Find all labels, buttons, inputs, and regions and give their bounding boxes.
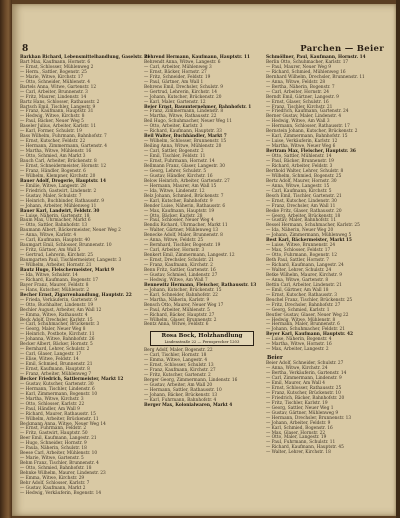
directory-entry: — Richard, Kaufmann, Hauptstr. 33 xyxy=(144,129,222,135)
directory-entry: — Johann, Zimmermann, Mühlenweg 5 xyxy=(266,233,352,239)
directory-entry: Beese Carl, Arbeiter, Mühlenstr. 10 xyxy=(20,451,98,457)
directory-entry: — Ida, Witwe, Schulstr. 14 xyxy=(20,272,78,278)
directory-entry: — Martha, Witwe, Mühlenstr. 16 xyxy=(20,149,92,155)
directory-entry: — Ernst, Schlosser, Schulstr. 13 xyxy=(144,363,214,369)
column-1 xyxy=(20,55,151,497)
directory-entry: — Anna, Witwe, Kirchstr. 24 xyxy=(266,366,328,372)
directory-entry: — Emil, Maurer, Am Wall 4 xyxy=(266,381,325,386)
directory-entry: Baumgart Emil, Schlosser, Brunnenstr. 10 xyxy=(20,243,112,249)
directory-entry: Bensch Otto, Maurer, Neuer Weg 17 xyxy=(144,302,224,308)
directory-entry: — Paul, Schlosser, Neuer Weg 4 xyxy=(144,218,214,224)
directory-entry: Beiling Anna, Witwe, Mühlenstr. 20 xyxy=(144,144,222,150)
directory-entry: — Hermann, Sattler, Rathausstr. 10 xyxy=(144,387,222,393)
directory-entry: Bautz Hugo, Fleischermeister, Markt 9 xyxy=(20,267,114,273)
advertisement-title: Rosa Bock, Holzhandlung xyxy=(161,333,243,340)
directory-entry: Berthold Walter, Lehrer, Schulstr. 8 xyxy=(266,168,344,174)
directory-entry: Betke Wilhelm, Maurer, Kirchstr. 9 xyxy=(266,272,342,278)
directory-entry: — Paul, Fuhrmann, Schulstr. 11 xyxy=(266,440,336,446)
section-heading: Beier xyxy=(267,355,283,362)
directory-entry: — Hans, Kutscher, Mühlenstr. 2 xyxy=(20,287,90,293)
directory-entry: — Bernhard, Lehrer, Schulstr. 2 xyxy=(20,347,90,353)
directory-entry: — Max, Arbeiter, Langestr. 2 xyxy=(266,347,329,353)
directory-entry: — Bertha, Näherin, Bogenstr. 7 xyxy=(266,84,335,90)
directory-entry: Berndt Emil, Gärtner, Langestr. 9 xyxy=(266,94,339,100)
directory-entry: — Karl, Zimmermann, Bogenstr. 10 xyxy=(20,391,98,397)
directory-entry: Beil Hugo, Schuhmacher, Neuer Weg 11 xyxy=(144,119,232,125)
directory-entry: — Richard, Kaufmann, Hauptstr. 45 xyxy=(266,445,344,451)
directory-entry: — Martha, Witwe, Kirchstr. 3 xyxy=(20,396,84,402)
directory-entry: Bettin Carl, Arbeiter, Lindenstr. 21 xyxy=(266,282,342,288)
directory-entry: — Richard, Schmied, Mühlenweg 16 xyxy=(266,69,346,75)
directory-entry: Beske Fritz, Glaser, Rathausstr. 20 xyxy=(266,208,342,214)
directory-entry: — Anna, Witwe, Feldstr. 25 xyxy=(144,238,204,244)
directory-entry: — Paul, Maurer, Neuer Weg 9 xyxy=(266,64,331,70)
directory-entry: — Anna, Witwe, Gartenstr. 8 xyxy=(266,277,329,283)
directory-entry: Beier Adolf, Schneider, Schulstr. 27 xyxy=(266,361,344,367)
directory-entry: — Otto, Schneider, Mühlenstr. 4 xyxy=(20,79,90,85)
directory-entry: — Hugo, Schneider, Hornstr. 9 xyxy=(20,441,87,447)
directory-entry: — Wilhelm, Schmied, Bogenstr. 25 xyxy=(266,173,342,179)
directory-entry: — Ernst, Glaser, Schulstr. 16 xyxy=(266,99,329,105)
directory-entry: Bertram Max, Fleischer, Hauptstr. 36 xyxy=(266,149,356,155)
column-3 xyxy=(266,56,384,456)
directory-entry: Beck Adolf, Drechsler, Karlstr. 15 xyxy=(20,317,93,323)
directory-entry: Besch Emil, Tischler, Gartenstr. 21 xyxy=(266,193,342,199)
directory-entry: — Paul, Arbeiter, Mühlenstr. 5 xyxy=(144,307,210,313)
directory-entry: — Max, Glaser, Hornstr. 22 xyxy=(266,430,326,436)
directory-entry: Bentz Anna, Witwe, Feldstr. 6 xyxy=(144,322,209,328)
directory-entry: — Paul, Händler, Am Wall 9 xyxy=(20,406,80,412)
directory-entry: — Johann, Kutscher, Brückenstr. 15 xyxy=(144,287,222,293)
directory-entry: Behrend Hermann, Kaufmann, Hauptstr. 11 xyxy=(144,55,251,60)
directory-entry: — Gustav, Gärtner, Mühlenweg 9 xyxy=(266,410,339,416)
directory-entry: — Ernst, Fuhrmann, Hornstr. 14 xyxy=(144,159,215,165)
directory-entry: — Johann, Arbeiter, Feldstr. 9 xyxy=(266,420,331,426)
directory-entry: — Ernst, Fuhrmann, Feldstr. 2 xyxy=(20,426,87,432)
directory-entry: — Otto, Fuhrmann, Bogenstr. 12 xyxy=(266,253,337,259)
directory-entry: — Max, Kaufmann, Hauptstr. 19 xyxy=(144,208,215,214)
directory-entry: — Georg, Schmied, Karlstr. 1 xyxy=(266,307,330,313)
directory-entry: — Hermann, Maurer, Am Wall 15 xyxy=(144,183,217,189)
directory-entry: — Johann, Arbeiter, Mühlenweg 11 xyxy=(20,203,97,209)
directory-entry: — Otto, Bäcker, Karlstr. 28 xyxy=(144,213,203,219)
directory-entry: Bellmann Franz, Glaser, Langestr. 30 xyxy=(144,163,225,169)
directory-entry: Belz Johann, Schmied, Brückenstr. 7 xyxy=(144,193,224,199)
directory-entry: Schmöllner, Paul, Kaufmann, Hornstr. 14 xyxy=(266,55,366,60)
directory-entry: — Gustav, Schmied, Lindenstr. 27 xyxy=(144,272,218,278)
directory-entry: — Fritz, Schneider, Feldstr. 19 xyxy=(144,74,211,80)
directory-entry: — Karl, Zimmermann, Bahnhofstr. 15 xyxy=(266,134,348,140)
directory-entry: — Otto, Buchhalter, Lindenstr. 19 xyxy=(20,302,94,308)
directory-entry: — Karl, Schneider, Bahnhofstr. 22 xyxy=(144,292,218,298)
directory-entry: — Wilhelm, Arbeiter, Brückenstr. 11 xyxy=(20,416,99,422)
directory-entry: — Friedrich, Gastwirt, Lindenstr. 2 xyxy=(20,188,97,194)
directory-entry: — Ernst, Bäcker, Hornstr. 27 xyxy=(144,69,207,75)
directory-entry: — Luise, Näherin, Bogenstr. 4 xyxy=(266,337,332,343)
directory-entry: — Paula, Näherin, Schulstr. 18 xyxy=(20,446,87,452)
directory-entry: — Walter, Gärtner, Mühlenweg 13 xyxy=(144,228,219,234)
directory-entry: Bartels Anna, Witwe, Gartenstr. 12 xyxy=(20,84,97,90)
directory-entry: Becker Albert, Bäcker, Hornstr. 5 xyxy=(20,342,93,348)
advertisement-line: Lindenstraße 22 — Fernsprecher 1203 xyxy=(164,338,240,344)
directory-entry: — Bernhard, Tischler, Bogenstr. 19 xyxy=(144,243,221,249)
directory-entry: — Fritz, Tischler, Karlstr. 19 xyxy=(266,400,328,406)
directory-entry: — Carl, Kaufmann, Hauptstr. 40 xyxy=(20,238,90,244)
directory-entry: — Gertrud, Lehrerin, Kirchstr. 25 xyxy=(20,253,93,259)
directory-entry: — Wilhelm, Klempner, Kirchstr. 20 xyxy=(20,173,96,179)
directory-entry: — Anna, Witwe, Langestr. 15 xyxy=(266,183,330,189)
directory-entry: — Otto, Schmied, Bahnhofstr. 18 xyxy=(20,466,92,472)
directory-entry: — Max, Schlosser, Feldstr. 17 xyxy=(266,248,331,254)
directory-entry: — Martha, Witwe, Hornstr. 16 xyxy=(266,342,332,348)
directory-entry: Beth Paul, Sattler, Hornstr. 7 xyxy=(266,258,330,264)
directory-entry: — Ernst, Drechsler, Schulstr. 21 xyxy=(144,258,214,264)
directory-entry: — Walter, Lehrer, Kirchstr. 18 xyxy=(266,450,331,456)
directory-entry: — Martha, Witwe, Rathausstr. 22 xyxy=(144,114,217,120)
directory-entry: — Carl, Kaufmann, Kirchstr. 5 xyxy=(266,188,332,194)
directory-entry: — Ida, Näherin, Neuer Weg 20 xyxy=(266,228,334,234)
directory-entry: — Hermann, Maler, Brunnenstr. 6 xyxy=(266,322,340,328)
directory-entry: Beer Emil, Kaufmann, Langestr. 21 xyxy=(20,436,97,442)
directory-entry: Bartz Hans, Schlosser, Rathausstr. 2 xyxy=(20,99,100,105)
directory-entry: — Hermann, Tischler, Lindenstr. 6 xyxy=(20,386,95,392)
directory-entry: — Hedwig, Verkäuferin, Bogenstr. 14 xyxy=(20,490,102,496)
directory-entry: — Friedrich, Kaufmann, Gartenstr. 24 xyxy=(266,109,349,115)
directory-entry: Barkhan Richard, Lebensmittelhandlung, Gaselstr. 21 xyxy=(20,55,151,60)
directory-entry: — Otto, Sattler, Mühlenstr. 14 xyxy=(266,154,332,160)
directory-entry: — Georg, Arbeiter, Brückenstr. 18 xyxy=(266,213,341,219)
directory-entry: Bauer Karl, Landwirt, Feldstr. 30 xyxy=(20,208,100,214)
directory-entry: — Georg, Sattler, Neuer Weg 1 xyxy=(266,405,334,411)
directory-entry: — Heinrich, Postbote, Kirchstr. 11 xyxy=(20,332,95,338)
directory-entry: Behr Adolf, Schlosser, Karlstr. 7 xyxy=(20,480,90,486)
directory-entry: — Paul, Bäcker, Neuer Weg 5 xyxy=(20,119,84,125)
directory-entry: — Emma, Witwe, Rathausstr. 4 xyxy=(20,312,88,318)
directory-entry: Berg Adolf, Maler, Bogenstr. 22 xyxy=(144,348,213,354)
directory-entry: — Paul, Gärtner, Am Wall 1 xyxy=(144,79,204,85)
directory-entry: — Walter, Lehrer, Schulstr. 24 xyxy=(266,267,332,273)
directory-entry: Berger Georg, Zimmermann, Lindenstr. 16 xyxy=(144,377,238,383)
directory-entry: — Marie, Witwe, Gartenstr. 5 xyxy=(20,456,84,462)
directory-entry: Bass Wilhelm, Fuhrmann, Bahnhofstr. 7 xyxy=(20,134,107,140)
directory-entry: — Herm., Sattler, Bogenstr. 25 xyxy=(20,69,87,75)
directory-entry: — Hedwig, Witwe, Am Wall 3 xyxy=(266,119,330,125)
directory-entry: Benkert Emil, Zimmermann, Langestr. 12 xyxy=(144,253,235,259)
directory-entry: — Richard, Kaufmann, Bogenstr. 17 xyxy=(20,277,99,283)
directory-entry: — Gustav, Kaufmann, Markt 2 xyxy=(20,485,86,491)
directory-entry: — Johann, Kutscher, Brückenstr. 20 xyxy=(144,94,222,100)
directory-entry: — Richard, Bäcker, Hauptstr. 27 xyxy=(144,312,215,318)
directory-entry: — Friedrich, Bäcker, Bahnhofstr. 20 xyxy=(266,395,345,401)
directory-entry: — Emma, Witwe, Langestr. 4 xyxy=(144,358,208,364)
directory-entry: — Carl, Glaser, Langestr. 17 xyxy=(20,352,82,358)
directory-entry: — Otto, Schlosser, Karlstr. 22 xyxy=(20,401,85,407)
directory-entry: Bernhard Wilhelm, Drechsler, Brunnenstr. 11 xyxy=(266,74,365,80)
directory-entry: — Heinrich, Buchbinder, Rathausstr. 9 xyxy=(20,198,104,204)
directory-entry: — Otto, Schmied, Am Markt 3 xyxy=(20,154,86,160)
directory-entry: — Georg, Maler, Neuer Weg 8 xyxy=(20,327,86,333)
directory-entry: — Johann, Schuhmacher, Feldstr. 21 xyxy=(266,327,346,333)
directory-entry: — Otto, Sattler, Bahnhofstr. 13 xyxy=(20,223,88,229)
directory-entry: — Johanna, Witwe, Bahnhofstr. 26 xyxy=(20,337,95,343)
directory-entry: — Franz, Tischler, Kirchstr. 21 xyxy=(266,104,333,110)
directory-entry: — Ernst, Kutscher, Feldstr. 22 xyxy=(20,139,86,145)
directory-entry: — Ernst, Kaufmann, Hauptstr. 8 xyxy=(20,367,90,373)
directory-entry: — Gustav, Maler, Schulstr. 7 xyxy=(20,193,82,199)
running-head: Parchen — Beier xyxy=(300,44,384,54)
directory-entry: — Fritz, Kutscher, Gartenstr. 2 xyxy=(144,373,211,378)
directory-entry: Beil Walter, Buchhändler, Markt 7 xyxy=(144,134,227,140)
directory-entry: Bessel Hermann, Schuhmacher, Karlstr. 25 xyxy=(266,223,360,229)
directory-entry: — Ernst, Kutscher, Lindenstr. 30 xyxy=(266,198,337,204)
directory-entry: — Richard, Arbeiter, Feldstr. 3 xyxy=(266,163,333,169)
directory-entry: Benecke Adolf, Maler, Brunnenstr. 8 xyxy=(144,233,223,239)
directory-entry: — Johann, Bäcker, Brückenstr. 13 xyxy=(144,392,218,398)
directory-entry: Becher Ernst, Zigarrenhandlung, Hauptstr. 22 xyxy=(20,292,132,298)
directory-entry: Beier Ernst, Bauunternehmer, Bahnhofstr. 1 xyxy=(144,104,252,110)
directory-entry: Bayer Franz, Maurer, Feldstr. 8 xyxy=(20,282,89,288)
directory-page xyxy=(12,4,396,516)
directory-entry: Baum Max, Uhrmacher, Markt 6 xyxy=(20,218,91,224)
directory-entry: — Gustav, Maler, Bahnhofstr. 11 xyxy=(266,218,337,224)
directory-entry: Berner Gustav, Maler, Lindenstr. 4 xyxy=(266,114,342,120)
directory-entry: — Karl, Former, Schulstr. 19 xyxy=(20,129,82,135)
directory-entry: — Hermann, Schlosser, Rathausstr. 17 xyxy=(266,124,350,130)
directory-entry: — Martha, Witwe, Neuer Weg 6 xyxy=(266,144,336,150)
directory-entry: — Gustav, Kutscher, Gartenstr. 30 xyxy=(20,381,94,387)
directory-entry: — Wilhelm, Glaser, Brunnenstr. 2 xyxy=(144,317,217,323)
directory-entry: Beyer Karl, Kaufmann, Hauptstr. 42 xyxy=(266,332,354,338)
directory-entry: Bennewitz Hermann, Fleischer, Rathausstr. 13 xyxy=(144,282,257,288)
directory-entry: — Franz, Arbeiter, Mühlenweg 7 xyxy=(20,372,92,377)
directory-entry: Baumgarten Paul, Tischlermeister, Langestr. 3 xyxy=(20,258,122,264)
directory-entry: — Ernst, Schlosser, Mühlenweg 2 xyxy=(20,64,94,70)
directory-entry: — Frieda, Verkäuferin, Gartenstr. 9 xyxy=(20,297,98,303)
directory-entry: Baumann Albert, Bäckermeister, Neuer Weg 2 xyxy=(20,228,121,234)
directory-entry: Berger Max, Kolonialwaren, Markt 4 xyxy=(144,402,233,408)
directory-entry: — Wilhelm, Arbeiter, Hornstr. 21 xyxy=(20,263,92,269)
directory-entry: Best Karl, Bäckermeister, Markt 15 xyxy=(266,238,352,244)
book-edge xyxy=(396,0,400,518)
directory-entry: Berlin Otto, Schuhmacher, Karlstr. 17 xyxy=(266,59,349,65)
directory-entry: — Paul, Bäcker, Brunnenstr. 19 xyxy=(266,159,334,165)
directory-entry: — Carl, Arbeiter, Brunnenstr. 3 xyxy=(20,89,88,95)
directory-entry: — Franz, Drechsler, Am Wall 11 xyxy=(266,203,336,209)
directory-entry: — Franz, Kaufmann, Kirchstr. 2 xyxy=(144,263,213,269)
directory-entry: — Franz, Kaufmann, Kirchstr. 27 xyxy=(144,368,216,374)
directory-entry: — Fritz, Gärtner, Am Wall 5 xyxy=(20,248,81,254)
directory-entry: — Carl, Arbeiter, Hornstr. 3 xyxy=(144,248,205,254)
directory-entry: Bender Luise, Näherin, Rathausstr. 6 xyxy=(144,203,226,209)
directory-entry: — Hedwig, Witwe, Mühlenstr. 8 xyxy=(266,317,336,323)
directory-entry: — Emil, Tischler, Feldstr. 11 xyxy=(144,154,206,160)
directory-entry: — Ernst, Schlosser, Rathausstr. 25 xyxy=(266,385,342,391)
directory-entry: Bauch Carl, Arbeiter, Brückenstr. 8 xyxy=(20,159,97,165)
directory-entry: — Fritz, Maurer, Lindenstr. 14 xyxy=(20,94,87,100)
advertisement-box xyxy=(150,331,254,346)
directory-entry: Behnke Wilhelm, Maurer, Lindenstr. 23 xyxy=(20,471,106,477)
directory-entry: Beuchel Franz, Tischler, Brückenstr. 25 xyxy=(266,297,353,303)
directory-entry: Behrendt Anna, Witwe, Langestr. 6 xyxy=(144,59,221,65)
directory-entry: — Wilhelm, Schlosser, Brunnenstr. 15 xyxy=(144,139,227,145)
directory-entry: — Fritz, Drechsler, Bahnhofstr. 27 xyxy=(266,302,341,308)
directory-entry: — Richard, Kaufmann, Langestr. 24 xyxy=(266,263,344,269)
directory-entry: — Hermann, Zimmermann, Gartenstr. 4 xyxy=(20,144,107,150)
directory-entry: Bauer Adolf, Drogerie, Hauptstr. 14 xyxy=(20,178,107,184)
directory-entry: — Gustav, Arbeiter, Am Wall 20 xyxy=(144,382,213,388)
directory-entry: — Emil, Gärtner, Am Wall 18 xyxy=(266,287,329,293)
directory-entry: Beutler Gustav, Glaser, Neuer Weg 22 xyxy=(266,312,349,318)
directory-entry: — Hermann, Drechsler, Brunnenstr. 13 xyxy=(266,415,352,421)
directory-entry: — Ida, Witwe, Lindenstr. 12 xyxy=(144,188,205,194)
directory-entry: Becker Friedrich, Sattlermeister, Markt 12 xyxy=(20,376,124,382)
directory-entry: Bechler August, Arbeiter, Am Wall 12 xyxy=(20,307,102,313)
directory-entry: — Karl, Fuhrmann, Bahnhofstr. 4 xyxy=(144,397,217,403)
directory-entry: Bertz Adolf, Maurer, Hornstr. 30 xyxy=(266,178,337,184)
directory-entry: — Carl, Tischler, Hornstr. 18 xyxy=(144,353,207,359)
directory-entry: — Hedwig, Witwe, Am Wall 7 xyxy=(144,277,208,283)
column-2 xyxy=(144,56,258,409)
directory-entry: — Luise, Verkäuferin, Karlstr. 12 xyxy=(266,139,338,145)
directory-entry: — Emma, Witwe, Kirchstr. 29 xyxy=(20,476,85,482)
directory-entry: — Martha, Näherin, Karlstr. 9 xyxy=(144,297,210,303)
directory-entry: — Gertrud, Lehrerin, Kirchstr. 14 xyxy=(144,89,217,95)
directory-entry: Below Heinrich, Arbeiter, Gartenstr. 27 xyxy=(144,178,230,184)
directory-entry: Behrens Emil, Drechsler, Schulstr. 9 xyxy=(144,84,223,90)
directory-entry: — Anna, Witwe, Karlstr. 4 xyxy=(20,233,77,239)
directory-entry: — Karl, Kutscher, Bahnhofstr. 9 xyxy=(144,198,213,204)
directory-entry: Baseler Julius, Arbeiter, Karlstr. 11 xyxy=(20,124,97,130)
book-spine xyxy=(0,0,12,518)
directory-entry: — Carl, Arbeiter, Mühlenweg 3 xyxy=(144,64,212,70)
directory-entry: — Franz, Kutscher, Brückenstr. 10 xyxy=(266,390,341,396)
directory-entry: — Carl, Sattler, Bogenstr. 2 xyxy=(144,149,204,155)
directory-entry: — Marie, Witwe, Kirchstr. 17 xyxy=(20,74,84,80)
directory-entry: Bart Max, Kaufmann, Hornstr. 6 xyxy=(20,59,91,65)
directory-entry: — Ernst, Schneidermeister, Hornstr. 12 xyxy=(20,163,107,169)
directory-entry: — Otto, Maler, Langestr. 19 xyxy=(266,435,327,441)
directory-entry: — Anna, Witwe, Feldstr. 28 xyxy=(266,79,326,85)
directory-entry: — Otto, Arbeiter, Karlstr. 3 xyxy=(144,124,203,130)
directory-entry: Behm Franz, Tischler, Brunnenstr. 4 xyxy=(20,461,99,467)
directory-entry: Benn Fritz, Sattler, Gartenstr. 16 xyxy=(144,267,216,273)
directory-entry: Bartsch Emil, Tischler, Langestr. 9 xyxy=(20,104,96,110)
directory-entry: — Franz, Kaufmann, Hauptstr. 31 xyxy=(20,109,94,115)
directory-entry: — Bertha, Verkäuferin, Gartenstr. 14 xyxy=(266,371,347,377)
directory-entry: — Karl, Schmied, Bogenstr. 16 xyxy=(266,425,333,431)
directory-entry: — Franz, Zimmermann, Lindenstr. 8 xyxy=(144,109,224,115)
directory-entry: — Carl, Schuhmacher, Brückenstr. 3 xyxy=(20,322,100,328)
directory-entry: — Hedwig, Witwe, Kirchstr. 8 xyxy=(20,114,85,120)
page-number: 8 xyxy=(22,44,29,54)
directory-entry: — Luise, Näherin, Gartenstr. 18 xyxy=(20,213,90,219)
directory-entry: — Georg, Lehrer, Schulstr. 5 xyxy=(144,168,207,174)
directory-entry: — Carl, Arbeiter, Hornstr. 24 xyxy=(266,89,329,95)
directory-entry: — Ernst, Kutscher, Rathausstr. 3 xyxy=(266,292,338,298)
directory-entry: Bernstein Johann, Kutscher, Brückenstr. 2 xyxy=(266,129,358,135)
directory-entry: — Elise, Witwe, Feldstr. 14 xyxy=(20,357,79,363)
directory-entry: — Franz, Händler, Bogenstr. 6 xyxy=(20,168,86,174)
directory-entry: Beckmann Anna, Witwe, Neuer Weg 14 xyxy=(20,421,106,427)
directory-entry: — Karl, Maler, Gartenstr. 12 xyxy=(144,99,206,105)
directory-entry: Bendix Richard, Uhrmacher, Markt 11 xyxy=(144,223,228,229)
directory-entry: — Richard, Maurer, Rathausstr. 15 xyxy=(20,411,96,417)
directory-entry: — Emil, Schmied, Brunnenstr. 21 xyxy=(20,362,93,368)
directory-entry: — Emilie, Witwe, Langestr. 28 xyxy=(20,183,86,189)
directory-entry: — Gustav, Händler, Kirchstr. 16 xyxy=(144,173,213,179)
directory-entry: — Fritz, Gastwirt, Hauptstr. 50 xyxy=(20,431,88,437)
directory-entry: — Carl, Zimmermann, Lindenstr. 9 xyxy=(266,376,342,382)
directory-entry: — Luise, Witwe, Brunnenstr. 24 xyxy=(266,243,336,249)
